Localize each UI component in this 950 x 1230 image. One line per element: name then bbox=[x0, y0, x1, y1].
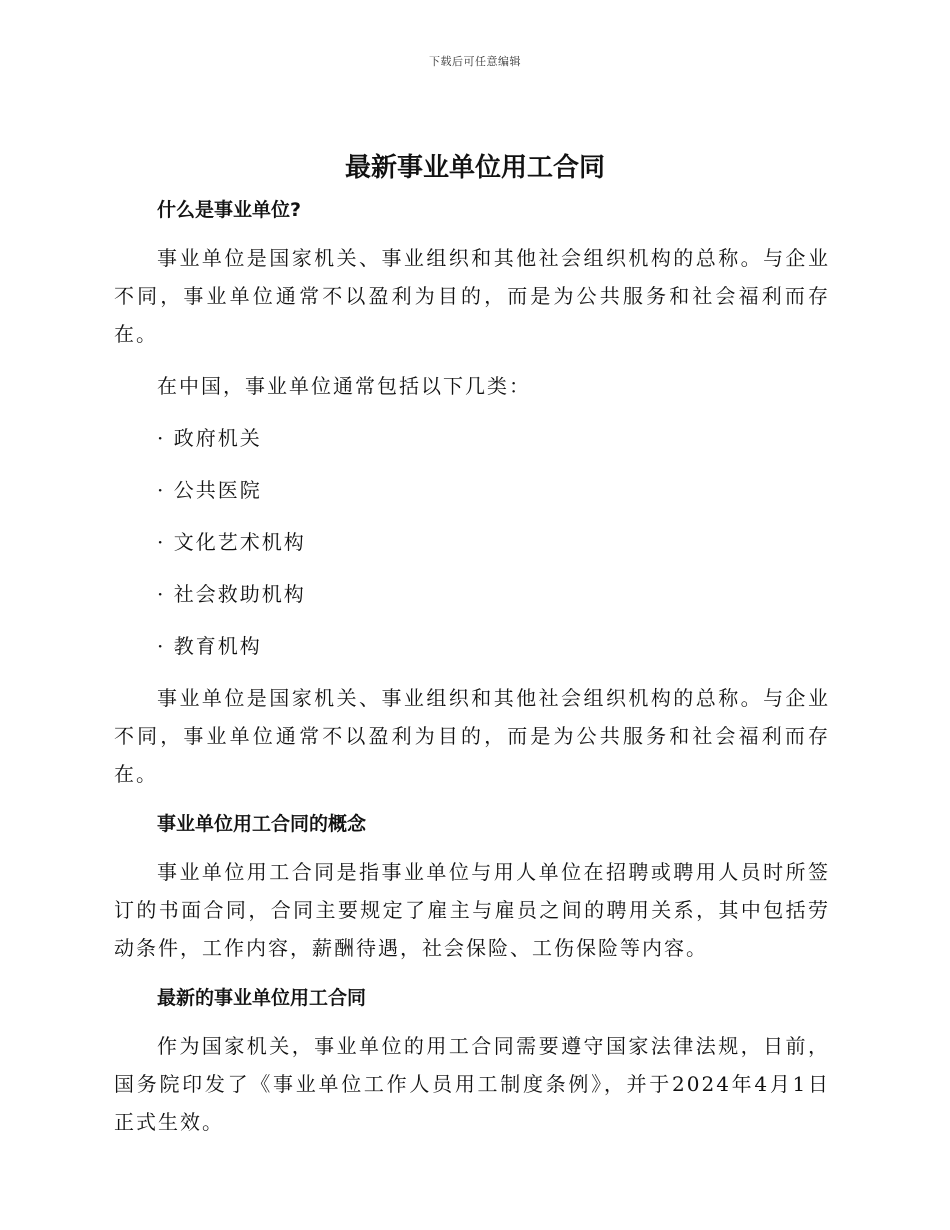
section-heading-concept: 事业单位用工合同的概念 bbox=[157, 813, 367, 835]
paragraph: 事业单位是国家机关、事业组织和其他社会组织机构的总称。与企业不同，事业单位通常不以盈利为目的，而是为公共服务和社会福利而存在。 bbox=[114, 686, 830, 786]
list-item: · 政府机关 bbox=[157, 426, 262, 450]
paragraph: 作为国家机关，事业单位的用工合同需要遵守国家法律法规，日前，国务院印发了《事业单位工作人员用工制度条例》，并于2024年4月1日正式生效。 bbox=[114, 1034, 830, 1134]
page-header-note: 下载后可任意编辑 bbox=[429, 55, 521, 68]
section-heading-what-is: 什么是事业单位? bbox=[157, 199, 302, 221]
document-title: 最新事业单位用工合同 bbox=[344, 153, 605, 183]
document-body bbox=[114, 195, 830, 1141]
list-item: · 文化艺术机构 bbox=[157, 530, 306, 554]
paragraph: 在中国，事业单位通常包括以下几类： bbox=[157, 374, 531, 398]
list-item: · 社会救助机构 bbox=[157, 582, 306, 606]
paragraph: 事业单位用工合同是指事业单位与用人单位在招聘或聘用人员时所签订的书面合同，合同主要规定了雇主与雇员之间的聘用关系，其中包括劳动条件，工作内容，薪酬待遇，社会保险、工伤保险等内容。 bbox=[114, 860, 830, 960]
list-item: · 教育机构 bbox=[157, 634, 262, 658]
list-item: · 公共医院 bbox=[157, 478, 262, 502]
paragraph: 事业单位是国家机关、事业组织和其他社会组织机构的总称。与企业不同，事业单位通常不以盈利为目的，而是为公共服务和社会福利而存在。 bbox=[114, 246, 830, 346]
section-heading-latest: 最新的事业单位用工合同 bbox=[157, 987, 367, 1009]
